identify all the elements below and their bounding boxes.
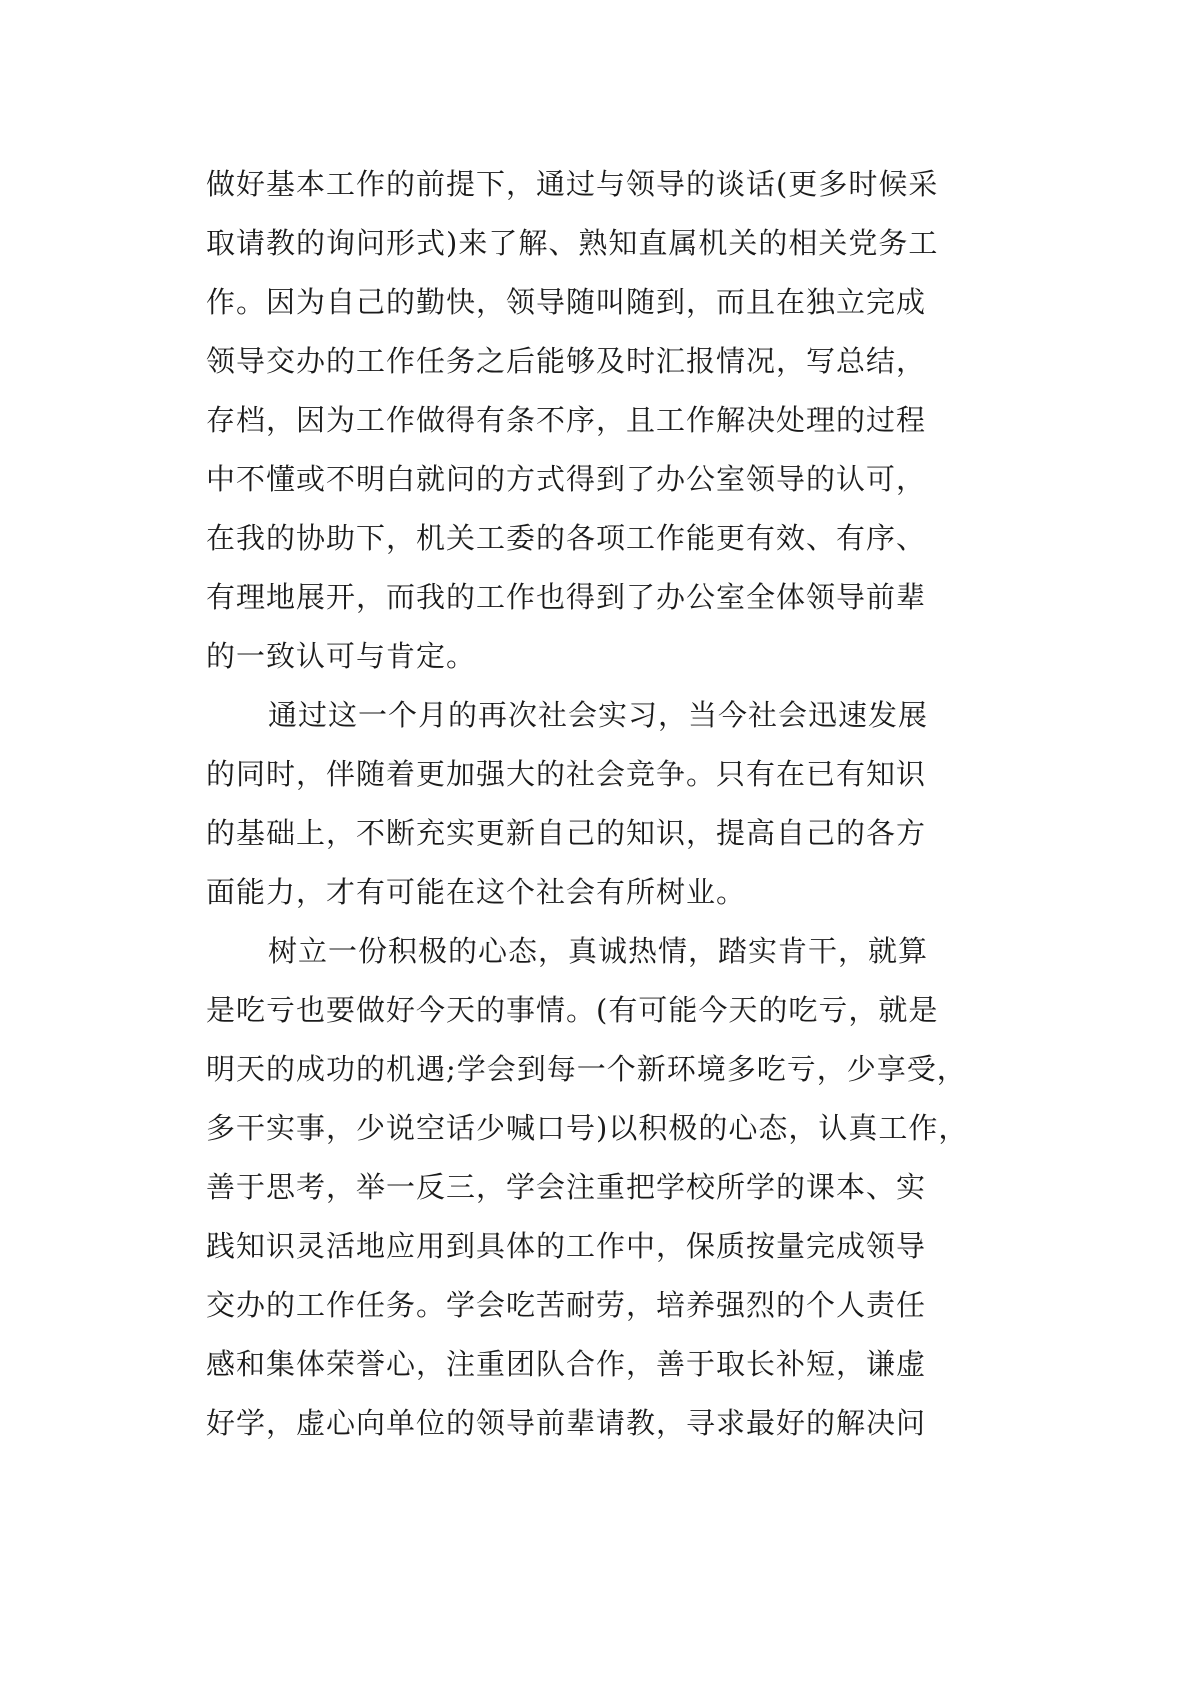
text-line: 通过这一个月的再次社会实习，当今社会迅速发展 xyxy=(268,698,929,732)
text-line: 多干实事，少说空话少喊口号)以积极的心态，认真工作， xyxy=(206,1111,969,1145)
text-line: 感和集体荣誉心，注重团队合作，善于取长补短，谦虚 xyxy=(206,1347,927,1381)
text-line: 的一致认可与肯定。 xyxy=(206,639,477,673)
text-line: 践知识灵活地应用到具体的工作中，保质按量完成领导 xyxy=(206,1229,927,1263)
text-line: 明天的成功的机遇;学会到每一个新环境多吃亏，少享受， xyxy=(206,1052,967,1086)
text-line: 有理地展开，而我的工作也得到了办公室全体领导前辈 xyxy=(206,580,927,614)
document-body xyxy=(206,155,1036,1453)
text-line: 的同时，伴随着更加强大的社会竞争。只有在已有知识 xyxy=(206,757,927,791)
text-line: 作。因为自己的勤快，领导随叫随到，而且在独立完成 xyxy=(206,285,927,319)
text-line: 存档，因为工作做得有条不序，且工作解决处理的过程 xyxy=(206,403,927,437)
text-line: 好学，虚心向单位的领导前辈请教，寻求最好的解决问 xyxy=(206,1406,927,1440)
text-line: 取请教的询问形式)来了解、熟知直属机关的相关党务工 xyxy=(206,226,939,260)
text-line: 在我的协助下，机关工委的各项工作能更有效、有序、 xyxy=(206,521,927,555)
text-line: 善于思考，举一反三，学会注重把学校所学的课本、实 xyxy=(206,1170,927,1204)
text-line: 是吃亏也要做好今天的事情。(有可能今天的吃亏，就是 xyxy=(206,993,939,1027)
text-line: 树立一份积极的心态，真诚热情，踏实肯干，就算 xyxy=(268,934,929,968)
text-line: 交办的工作任务。学会吃苦耐劳，培养强烈的个人责任 xyxy=(206,1288,927,1322)
text-line: 中不懂或不明白就问的方式得到了办公室领导的认可， xyxy=(206,462,927,496)
paragraph-1 xyxy=(206,155,1036,686)
text-line: 做好基本工作的前提下，通过与领导的谈话(更多时候采 xyxy=(206,167,939,201)
text-line: 领导交办的工作任务之后能够及时汇报情况，写总结， xyxy=(206,344,927,378)
text-line: 的基础上，不断充实更新自己的知识，提高自己的各方 xyxy=(206,816,927,850)
text-line: 面能力，才有可能在这个社会有所树业。 xyxy=(206,875,747,909)
paragraph-2 xyxy=(206,686,1036,922)
paragraph-3 xyxy=(206,922,1036,1453)
